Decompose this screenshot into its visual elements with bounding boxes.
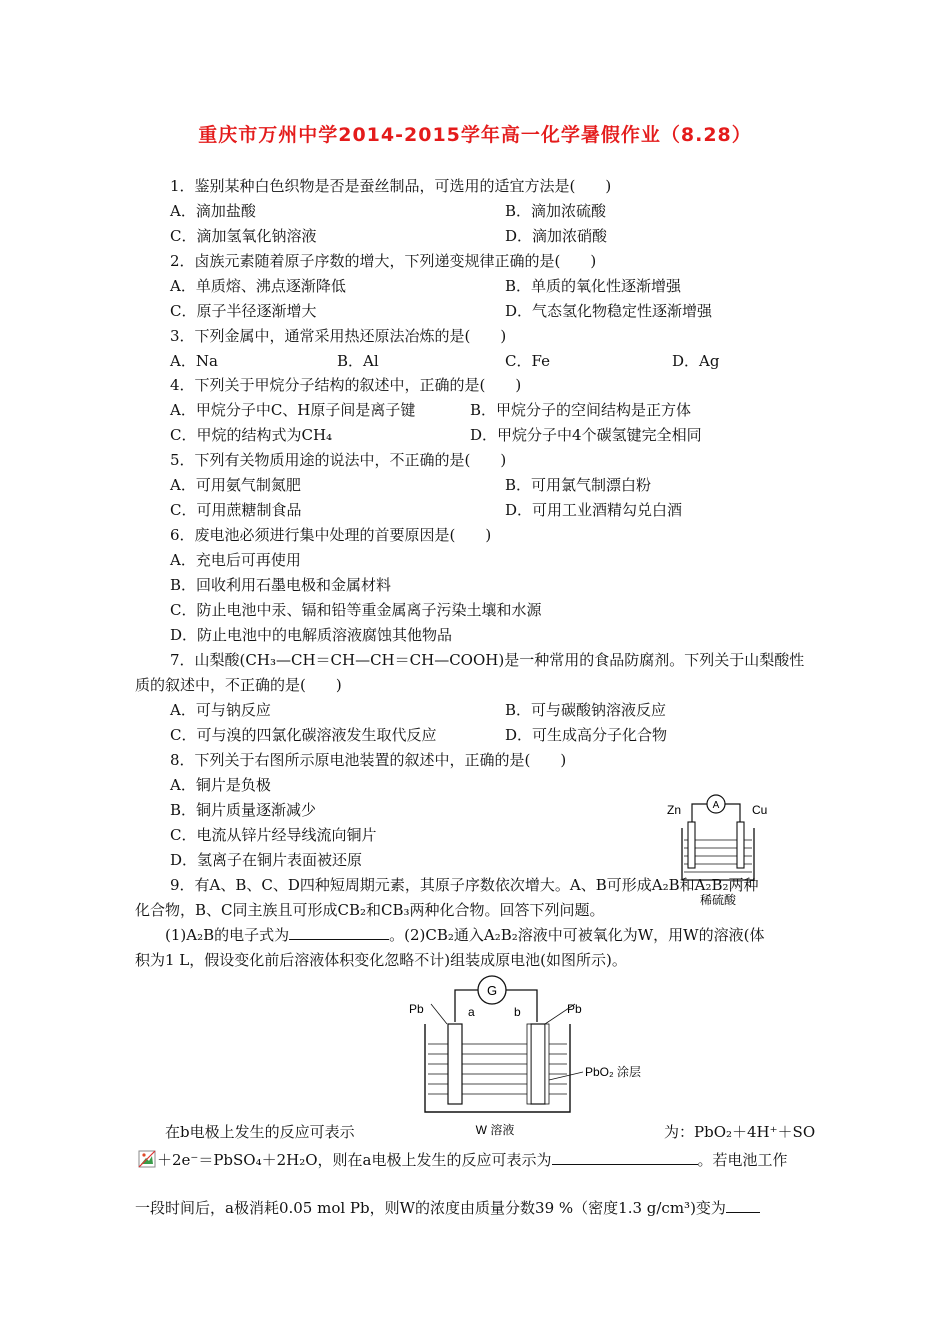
q2-option-d: D．气态氢化物稳定性逐渐增强	[505, 302, 713, 320]
q9-part2-line: 积为1 L，假设变化前后溶液体积变化忽略不计)组装成原电池(如图所示)。	[135, 951, 627, 969]
q8-option-c: C．电流从锌片经导线流向铜片	[170, 826, 377, 844]
lead-cell-diagram	[395, 972, 685, 1142]
q8-stem: 8．下列关于右图所示原电池装置的叙述中，正确的是( )	[170, 751, 567, 769]
q6-stem: 6．废电池必须进行集中处理的首要原因是( )	[170, 526, 492, 544]
right-pb-label: Pb	[567, 1002, 582, 1016]
q9-part5-prompt: 一段时间后，a极消耗0.05 mol Pb，则W的浓度由质量分数39 %（密度1.3 g/cm³)变为	[135, 1199, 726, 1217]
q4-option-d: D．甲烷分子中4个碳氢键完全相同	[470, 426, 702, 444]
q9-stem-line2: 化合物，B、C同主族且可形成CB₂和CB₃两种化合物。回答下列问题。	[135, 901, 605, 919]
q6-option-b: B．回收利用石墨电极和金属材料	[170, 576, 392, 594]
ammeter-label: A	[712, 800, 720, 811]
q3-option-d: D．Ag	[672, 352, 720, 370]
q7-option-b: B．可与碳酸钠溶液反应	[505, 701, 667, 719]
q8-option-a: A．铜片是负极	[170, 776, 271, 794]
q6-option-c: C．防止电池中汞、镉和铅等重金属离子污染土壤和水源	[170, 601, 542, 619]
q9-part2-prompt: 。(2)CB₂通入A₂B₂溶液中可被氧化为W，用W的溶液(体	[389, 926, 765, 944]
answer-blank-1[interactable]	[289, 925, 389, 940]
q3-stem: 3．下列金属中，通常采用热还原法冶炼的是( )	[170, 327, 507, 345]
left-pb-label: Pb	[409, 1002, 424, 1016]
q1-option-b: B．滴加浓硫酸	[505, 202, 607, 220]
q3-option-c: C．Fe	[505, 352, 550, 370]
q9-stem-line1: 9．有A、B、C、D四种短周期元素，其原子序数依次增大。A、B可形成A₂B和A₂B₂两种	[170, 876, 759, 894]
q4-option-c: C．甲烷的结构式为CH₄	[170, 426, 333, 444]
q5-option-b: B．可用氯气制漂白粉	[505, 476, 652, 494]
broken-image-icon	[138, 1150, 156, 1168]
q7-stem-line1: 7．山梨酸(CH₃—CH＝CH—CH＝CH—COOH)是一种常用的食品防腐剂。下列关于山梨酸性	[170, 651, 805, 669]
q9-part1-line	[165, 925, 764, 945]
coating-label: PbO₂ 涂层	[585, 1065, 642, 1079]
cu-label: Cu	[752, 803, 768, 817]
electrode-b-label: b	[514, 1005, 521, 1019]
q1-option-d: D．滴加浓硝酸	[505, 227, 608, 245]
q5-option-d: D．可用工业酒精勾兑白酒	[505, 501, 683, 519]
q7-option-c: C．可与溴的四氯化碳溶液发生取代反应	[170, 726, 437, 744]
q4-option-a: A．甲烷分子中C、H原子间是离子键	[170, 401, 416, 419]
q3-option-b: B．Al	[337, 352, 379, 370]
q5-stem: 5．下列有关物质用途的说法中，不正确的是( )	[170, 451, 507, 469]
q1-stem: 1．鉴别某种白色织物是否是蚕丝制品，可选用的适宜方法是( )	[170, 177, 612, 195]
q2-option-c: C．原子半径逐渐增大	[170, 302, 317, 320]
q9-part3-left: 在b电极上发生的反应可表示	[165, 1123, 355, 1141]
page-title: 重庆市万州中学2014-2015学年高一化学暑假作业（8.28）	[198, 124, 752, 146]
q9-part3-right: 为：PbO₂＋4H⁺＋SO	[664, 1123, 816, 1141]
answer-blank-2[interactable]	[552, 1150, 698, 1165]
q2-option-b: B．单质的氧化性逐渐增强	[505, 277, 682, 295]
electrolyte-caption: 稀硫酸	[699, 893, 737, 907]
q5-option-c: C．可用蔗糖制食品	[170, 501, 302, 519]
q3-option-a: A．Na	[170, 352, 218, 370]
q7-option-a: A．可与钠反应	[170, 701, 271, 719]
q9-part4-line	[157, 1150, 788, 1170]
q2-stem: 2．卤族元素随着原子序数的增大，下列递变规律正确的是( )	[170, 252, 597, 270]
galvanometer-label: G	[486, 983, 498, 998]
answer-blank-3[interactable]	[726, 1198, 760, 1213]
q1-option-a: A．滴加盐酸	[170, 202, 256, 220]
q8-option-b: B．铜片质量逐渐减少	[170, 801, 317, 819]
q9-part5-line	[135, 1198, 760, 1218]
solution-caption: W 溶液	[475, 1123, 515, 1137]
q9-part4-prompt: ＋2e⁻＝PbSO₄＋2H₂O，则在a电极上发生的反应可表示为	[157, 1151, 552, 1169]
q7-stem-line2: 质的叙述中，不正确的是( )	[135, 676, 342, 694]
q9-part1-prompt: (1)A₂B的电子式为	[165, 926, 290, 944]
q1-option-c: C．滴加氢氧化钠溶液	[170, 227, 317, 245]
q9-part4-suffix: 。若电池工作	[697, 1151, 788, 1169]
q4-stem: 4．下列关于甲烷分子结构的叙述中，正确的是( )	[170, 376, 522, 394]
electrode-a-label: a	[468, 1005, 475, 1019]
q6-option-a: A．充电后可再使用	[170, 551, 301, 569]
q5-option-a: A．可用氨气制氮肥	[170, 476, 301, 494]
q2-option-a: A．单质熔、沸点逐渐降低	[170, 277, 346, 295]
q6-option-d: D．防止电池中的电解质溶液腐蚀其他物品	[170, 626, 453, 644]
zn-label: Zn	[667, 803, 682, 817]
q7-option-d: D．可生成高分子化合物	[505, 726, 668, 744]
q4-option-b: B．甲烷分子的空间结构是正方体	[470, 401, 692, 419]
q8-option-d: D．氢离子在铜片表面被还原	[170, 851, 363, 869]
